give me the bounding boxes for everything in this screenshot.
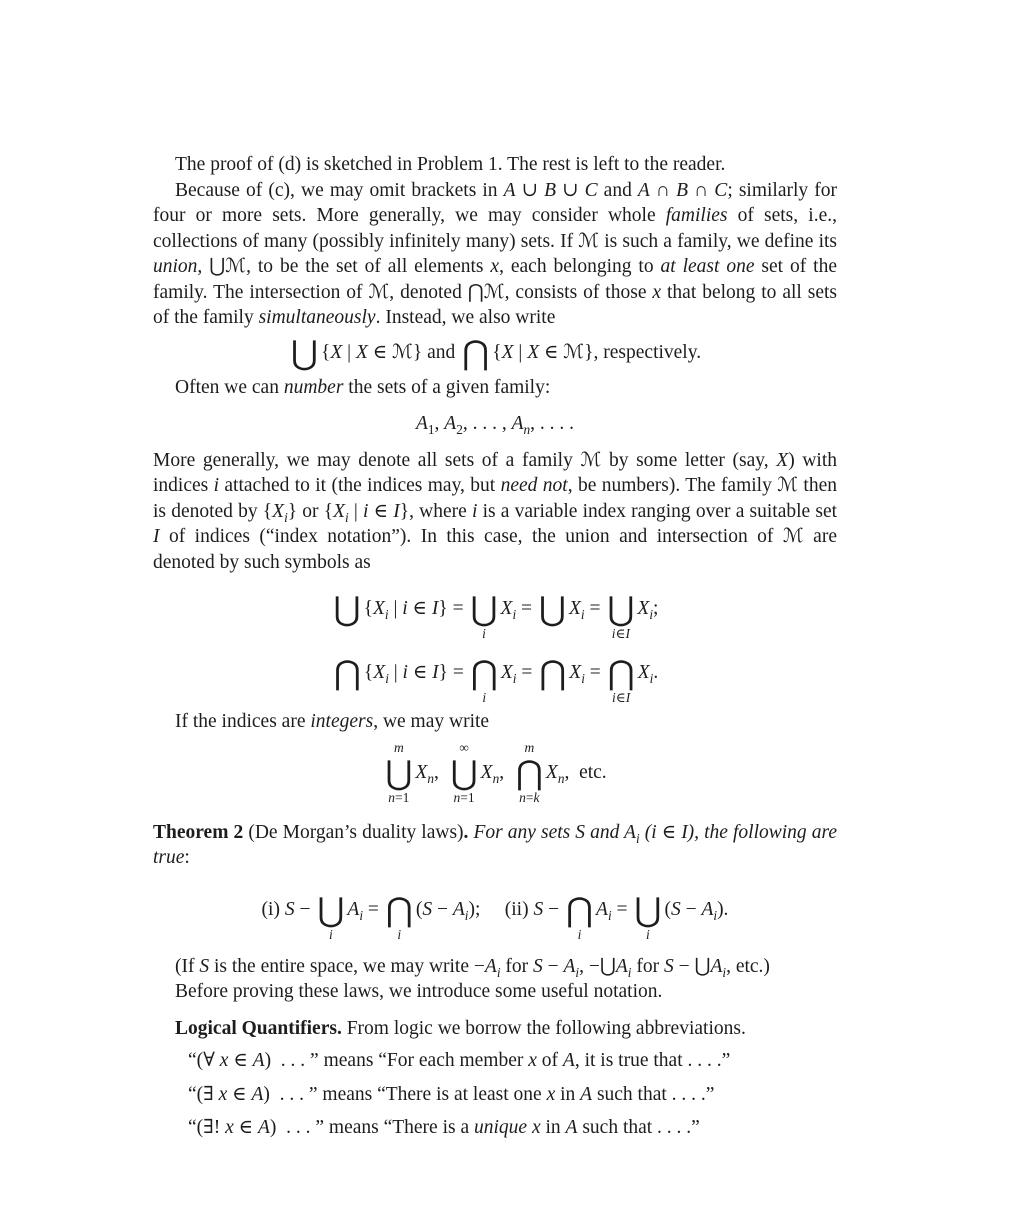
math-text: {X | X ∈ ℳ} and — [320, 341, 461, 363]
math-text: {X | X ∈ ℳ}, respectively. — [492, 341, 702, 363]
lower-limit — [345, 627, 348, 641]
paragraph-numbering-intro: Often we can number the sets of a given family: — [175, 376, 551, 398]
paragraph-proof-note: The proof of (d) is sketched in Problem 1. The rest is left to the reader. — [175, 154, 726, 175]
lower-limit: i — [482, 690, 487, 705]
lower-limit: n=1 — [453, 789, 475, 805]
big-intersection-operator — [334, 641, 361, 705]
heading-logical-quantifiers: Logical Quantifiers. From logic we borrow the following abbreviations. — [175, 1017, 746, 1039]
math-text: $X_i$ = — [500, 662, 538, 687]
quantifier-exists-line: “(∃ x ∈ A) . . . ” means “There is at least one x in A such that . . . .” — [188, 1083, 715, 1105]
paragraph-integer-indices: If the indices are integers, we may write — [175, 711, 490, 732]
big-intersection-operator — [539, 641, 566, 705]
theorem-2-statement: Theorem 2 (De Morgan’s duality laws). For any sets S and $A_i$ (i ∈ I), the following are true: — [153, 821, 837, 868]
operator-glyph: ⋂ — [515, 752, 543, 792]
operator-glyph: ⋃ — [470, 589, 498, 628]
operator-glyph: ⋂ — [539, 653, 567, 692]
lower-limit: i — [646, 926, 650, 942]
operator-glyph: ⋃ — [290, 332, 318, 372]
lower-limit: i — [482, 626, 486, 641]
big-intersection-operator — [566, 878, 593, 942]
big-union-operator — [539, 577, 566, 641]
operator-glyph: ⋂ — [462, 332, 490, 372]
big-union-operator — [634, 878, 661, 942]
operator-glyph: ⋂ — [607, 653, 635, 692]
big-intersection-operator — [516, 741, 543, 805]
math-text: $A_1$, $A_2$, . . . , $A_n$, . . . . — [415, 413, 574, 437]
display-indexed-union-line — [153, 577, 837, 641]
operator-glyph: ⋂ — [385, 889, 413, 929]
operator-glyph: ⋃ — [385, 752, 413, 792]
math-text: {$X_i$ | i ∈ I} = — [363, 598, 469, 623]
math-text: $X_n$, etc. — [545, 761, 607, 786]
lower-limit — [551, 627, 554, 641]
big-union-operator — [451, 741, 478, 805]
math-text: $X_i$. — [637, 662, 659, 687]
paragraph-entire-space-remark: (If S is the entire space, we may write $-A_i$ for $S - A_i$, $-⋃A_i$ for $S - ⋃A_i$, etc.) — [175, 955, 770, 980]
paragraph-families-intro: Because of (c), we may omit brackets in A ∪ B ∪ C and A ∩ B ∩ C; similarly for four or more sets. More generally, we may consider whole families of sets, i.e., collections of many (possibly infinitely many) sets. If ℳ is such a family, we define its union, ⋃ℳ, to be the set of all elements x, each belonging to at least one set of the family. The intersection of ℳ, denoted ⋂ℳ, consists of those x that belong to all sets of the family simultaneously. Instead, we also write — [153, 179, 838, 328]
lower-limit: i — [397, 926, 402, 942]
lower-limit — [346, 691, 349, 705]
lower-limit: i∈I — [611, 626, 631, 641]
operator-glyph: ⋂ — [565, 889, 594, 929]
operator-glyph: ⋂ — [470, 653, 498, 692]
display-set-enumeration — [153, 411, 837, 437]
lower-limit: i — [328, 926, 333, 942]
math-text: $X_n$, — [415, 761, 449, 786]
math-text: $X_i$; — [637, 598, 659, 623]
operator-glyph: ⋃ — [333, 589, 361, 628]
quantifier-forall-line: “(∀ x ∈ A) . . . ” means “For each member x of A, it is true that . . . .” — [188, 1050, 731, 1071]
lower-limit: i∈I — [612, 690, 631, 705]
operator-glyph: ⋃ — [607, 589, 635, 628]
operator-glyph: ⋃ — [634, 889, 662, 929]
paragraph-index-notation: More generally, we may denote all sets of a family ℳ by some letter (say, X) with indices i attached to it (the indices may, but need not, be numbers). The family ℳ then is denoted by $\{X_i\}$ or {$X_i$ | i ∈ I}, where i is a variable index ranging over a suitable set I of indices (“index notation”). In this case, the union and intersection of ℳ are denoted by such symbols as — [153, 449, 838, 573]
big-union-operator — [607, 577, 634, 641]
lower-limit: i — [577, 926, 582, 942]
display-integer-index-examples — [153, 741, 837, 805]
math-text: $X_n$, — [480, 761, 514, 786]
operator-glyph: ⋃ — [317, 889, 345, 929]
math-text: (i) S − — [261, 898, 316, 920]
lower-limit: n=k — [519, 789, 540, 805]
math-text: $A_i$ = — [347, 898, 384, 923]
big-intersection-operator — [608, 641, 635, 705]
operator-glyph: ⋃ — [538, 589, 566, 628]
display-indexed-intersection-line — [153, 641, 837, 705]
math-text: $X_i$ = — [500, 598, 537, 623]
lower-limit — [551, 691, 554, 705]
upper-limit: m — [524, 739, 535, 755]
operator-glyph: ⋂ — [333, 653, 361, 692]
math-text: $X_i$ = — [569, 662, 606, 687]
math-text: $(S - A_i)$. — [664, 898, 729, 923]
math-text: $A_i$ = — [596, 898, 633, 923]
math-text: {$X_i$ | i ∈ I} = — [363, 662, 469, 687]
upper-limit: m — [393, 739, 404, 755]
big-intersection-operator — [386, 878, 413, 942]
lower-limit: n=1 — [388, 789, 410, 805]
paragraph-before-proving: Before proving these laws, we introduce some useful notation. — [175, 981, 663, 1002]
upper-limit: ∞ — [459, 739, 469, 755]
operator-glyph: ⋃ — [450, 752, 478, 792]
big-union-operator — [317, 878, 344, 942]
big-union-operator — [470, 577, 497, 641]
big-intersection-operator — [471, 641, 498, 705]
big-union-operator — [385, 741, 412, 805]
math-text: $(S - A_i)$; (ii) S − — [415, 898, 564, 923]
quantifier-exists-unique-line: “(∃! x ∈ A) . . . ” means “There is a unique x in A such that . . . .” — [188, 1117, 700, 1138]
display-de-morgan-laws — [153, 878, 837, 942]
big-union-operator — [334, 577, 361, 641]
math-text: $X_i$ = — [568, 598, 606, 623]
